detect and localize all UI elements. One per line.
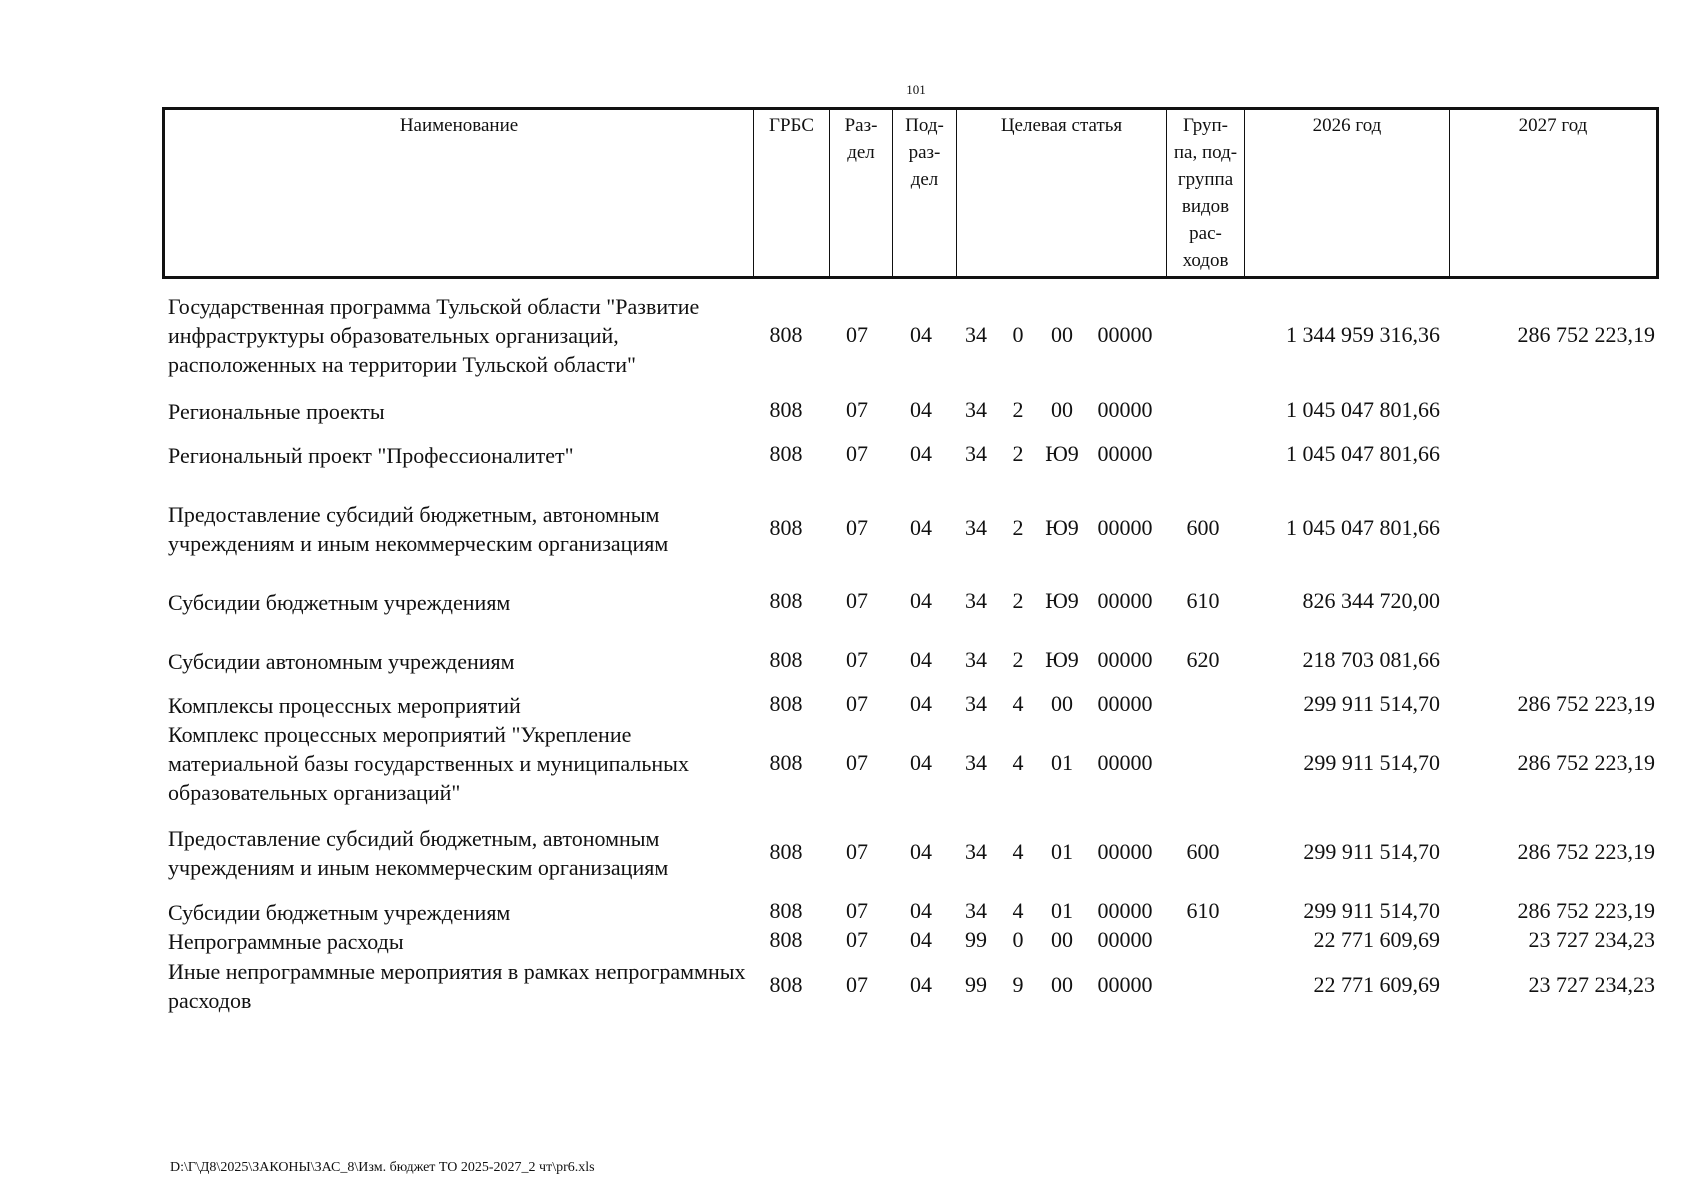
row-name: Предоставление субсидий бюджетным, автономным учреждениям и иным некоммерческим организациям	[168, 826, 669, 880]
table-row	[0, 647, 1694, 677]
row-2027: 23 727 234,23	[1528, 927, 1655, 952]
row-grbs: 808	[769, 397, 803, 422]
row-razdel: 07	[846, 515, 868, 540]
row-target-direction: 00000	[1097, 441, 1153, 466]
row-podrazdel: 04	[910, 691, 932, 716]
row-name: Комплекс процессных мероприятий "Укрепление материальной базы государственных и муниципальных образовательных организаций"	[168, 722, 689, 805]
row-podrazdel: 04	[910, 322, 932, 347]
row-target-subprogram: 4	[1012, 691, 1024, 716]
row-target-subprogram: 0	[1012, 927, 1024, 952]
table-header	[162, 107, 1659, 279]
table-row	[0, 292, 1694, 382]
row-2026: 22 771 609,69	[1313, 972, 1440, 997]
row-grbs: 808	[769, 588, 803, 613]
row-podrazdel: 04	[910, 839, 932, 864]
row-target-direction: 00000	[1097, 515, 1153, 540]
row-2026: 826 344 720,00	[1302, 588, 1440, 613]
row-grbs: 808	[769, 691, 803, 716]
row-target-program: 34	[965, 898, 987, 923]
row-podrazdel: 04	[910, 898, 932, 923]
row-2027: 286 752 223,19	[1517, 691, 1655, 716]
row-target-subprogram: 2	[1012, 397, 1024, 422]
row-target-program: 34	[965, 441, 987, 466]
row-target-direction: 00000	[1097, 322, 1153, 347]
row-target-program: 34	[965, 515, 987, 540]
header-razdel: Раз- дел	[830, 109, 893, 278]
row-target-event: 01	[1051, 839, 1073, 864]
table-row	[0, 898, 1694, 928]
header-2026: 2026 год	[1245, 109, 1450, 278]
table-row	[0, 957, 1694, 1017]
header-target: Целевая статья	[957, 109, 1167, 278]
header-podrazdel: Под- раз- дел	[893, 109, 957, 278]
header-name: Наименование	[164, 109, 754, 278]
row-razdel: 07	[846, 750, 868, 775]
row-2026: 1 045 047 801,66	[1286, 515, 1440, 540]
row-target-program: 34	[965, 647, 987, 672]
row-target-program: 34	[965, 397, 987, 422]
row-target-program: 34	[965, 588, 987, 613]
table-row	[0, 588, 1694, 618]
row-grbs: 808	[769, 839, 803, 864]
row-target-subprogram: 2	[1012, 515, 1024, 540]
row-name: Комплексы процессных мероприятий	[168, 693, 521, 718]
row-name: Субсидии бюджетным учреждениям	[168, 590, 511, 615]
row-2027: 23 727 234,23	[1528, 972, 1655, 997]
header-2027: 2027 год	[1450, 109, 1658, 278]
row-name: Региональные проекты	[168, 399, 385, 424]
row-name: Иные непрограммные мероприятия в рамках непрограммных расходов	[168, 959, 746, 1013]
row-name: Региональный проект "Профессионалитет"	[168, 443, 574, 468]
row-2026: 1 045 047 801,66	[1286, 397, 1440, 422]
row-target-program: 34	[965, 750, 987, 775]
row-grbs: 808	[769, 750, 803, 775]
row-target-event: 00	[1051, 927, 1073, 952]
row-razdel: 07	[846, 322, 868, 347]
row-name: Предоставление субсидий бюджетным, автономным учреждениям и иным некоммерческим организациям	[168, 502, 669, 556]
row-target-subprogram: 4	[1012, 898, 1024, 923]
row-podrazdel: 04	[910, 647, 932, 672]
row-name: Субсидии автономным учреждениям	[168, 649, 515, 674]
row-razdel: 07	[846, 691, 868, 716]
row-target-event: Ю9	[1045, 647, 1079, 672]
row-2027: 286 752 223,19	[1517, 322, 1655, 347]
row-grbs: 808	[769, 647, 803, 672]
table-row	[0, 824, 1694, 884]
row-razdel: 07	[846, 972, 868, 997]
row-target-subprogram: 4	[1012, 839, 1024, 864]
row-target-event: 01	[1051, 750, 1073, 775]
row-target-subprogram: 2	[1012, 647, 1024, 672]
row-target-event: 00	[1051, 972, 1073, 997]
row-target-program: 34	[965, 691, 987, 716]
row-target-program: 34	[965, 839, 987, 864]
table-row	[0, 927, 1694, 957]
table-row	[0, 441, 1694, 471]
row-target-event: 01	[1051, 898, 1073, 923]
row-2027: 286 752 223,19	[1517, 898, 1655, 923]
page-number: 101	[906, 82, 926, 97]
row-target-event: 00	[1051, 691, 1073, 716]
row-target-subprogram: 2	[1012, 588, 1024, 613]
row-target-direction: 00000	[1097, 691, 1153, 716]
row-2026: 218 703 081,66	[1302, 647, 1440, 672]
row-2026: 22 771 609,69	[1313, 927, 1440, 952]
row-grbs: 808	[769, 322, 803, 347]
row-podrazdel: 04	[910, 441, 932, 466]
row-razdel: 07	[846, 898, 868, 923]
row-target-event: Ю9	[1045, 441, 1079, 466]
table-row	[0, 720, 1694, 810]
row-target-subprogram: 2	[1012, 441, 1024, 466]
row-target-program: 99	[965, 927, 987, 952]
table-row	[0, 691, 1694, 721]
row-razdel: 07	[846, 441, 868, 466]
row-2026: 1 045 047 801,66	[1286, 441, 1440, 466]
row-target-direction: 00000	[1097, 972, 1153, 997]
row-grbs: 808	[769, 972, 803, 997]
row-grbs: 808	[769, 898, 803, 923]
row-vid: 600	[1186, 515, 1220, 540]
row-2026: 299 911 514,70	[1303, 839, 1440, 864]
row-target-event: 00	[1051, 322, 1073, 347]
row-target-subprogram: 4	[1012, 750, 1024, 775]
row-target-direction: 00000	[1097, 898, 1153, 923]
row-razdel: 07	[846, 927, 868, 952]
row-podrazdel: 04	[910, 750, 932, 775]
header-vid: Груп- па, под- группа видов рас- ходов	[1167, 109, 1245, 278]
row-razdel: 07	[846, 647, 868, 672]
row-2026: 299 911 514,70	[1303, 691, 1440, 716]
row-target-direction: 00000	[1097, 750, 1153, 775]
row-grbs: 808	[769, 515, 803, 540]
row-target-direction: 00000	[1097, 588, 1153, 613]
row-target-direction: 00000	[1097, 647, 1153, 672]
row-2026: 1 344 959 316,36	[1286, 322, 1440, 347]
row-target-subprogram: 9	[1012, 972, 1024, 997]
row-grbs: 808	[769, 441, 803, 466]
row-podrazdel: 04	[910, 927, 932, 952]
row-vid: 620	[1186, 647, 1220, 672]
row-vid: 600	[1186, 839, 1220, 864]
row-target-event: 00	[1051, 397, 1073, 422]
row-vid: 610	[1186, 898, 1220, 923]
row-2027: 286 752 223,19	[1517, 750, 1655, 775]
row-target-subprogram: 0	[1012, 322, 1024, 347]
row-razdel: 07	[846, 588, 868, 613]
row-2027: 286 752 223,19	[1517, 839, 1655, 864]
row-podrazdel: 04	[910, 588, 932, 613]
row-target-direction: 00000	[1097, 397, 1153, 422]
row-target-program: 99	[965, 972, 987, 997]
row-podrazdel: 04	[910, 515, 932, 540]
row-razdel: 07	[846, 397, 868, 422]
row-name: Государственная программа Тульской области "Развитие инфраструктуры образовательных организаций, расположенных на территории Тульской области"	[168, 294, 700, 377]
row-2026: 299 911 514,70	[1303, 898, 1440, 923]
row-name: Субсидии бюджетным учреждениям	[168, 900, 511, 925]
row-2026: 299 911 514,70	[1303, 750, 1440, 775]
table-row	[0, 397, 1694, 427]
header-grbs: ГРБС	[754, 109, 830, 278]
row-razdel: 07	[846, 839, 868, 864]
row-grbs: 808	[769, 927, 803, 952]
row-podrazdel: 04	[910, 972, 932, 997]
row-target-direction: 00000	[1097, 927, 1153, 952]
row-name: Непрограммные расходы	[168, 929, 404, 954]
file-path-footer: D:\Г\Д8\2025\ЗАКОНЫ\ЗАС_8\Изм. бюджет ТО 2025-2027_2 чт\pr6.xls	[170, 1160, 595, 1175]
row-target-event: Ю9	[1045, 515, 1079, 540]
table-row	[0, 500, 1694, 560]
row-target-direction: 00000	[1097, 839, 1153, 864]
row-target-program: 34	[965, 322, 987, 347]
row-target-event: Ю9	[1045, 588, 1079, 613]
row-podrazdel: 04	[910, 397, 932, 422]
row-vid: 610	[1186, 588, 1220, 613]
